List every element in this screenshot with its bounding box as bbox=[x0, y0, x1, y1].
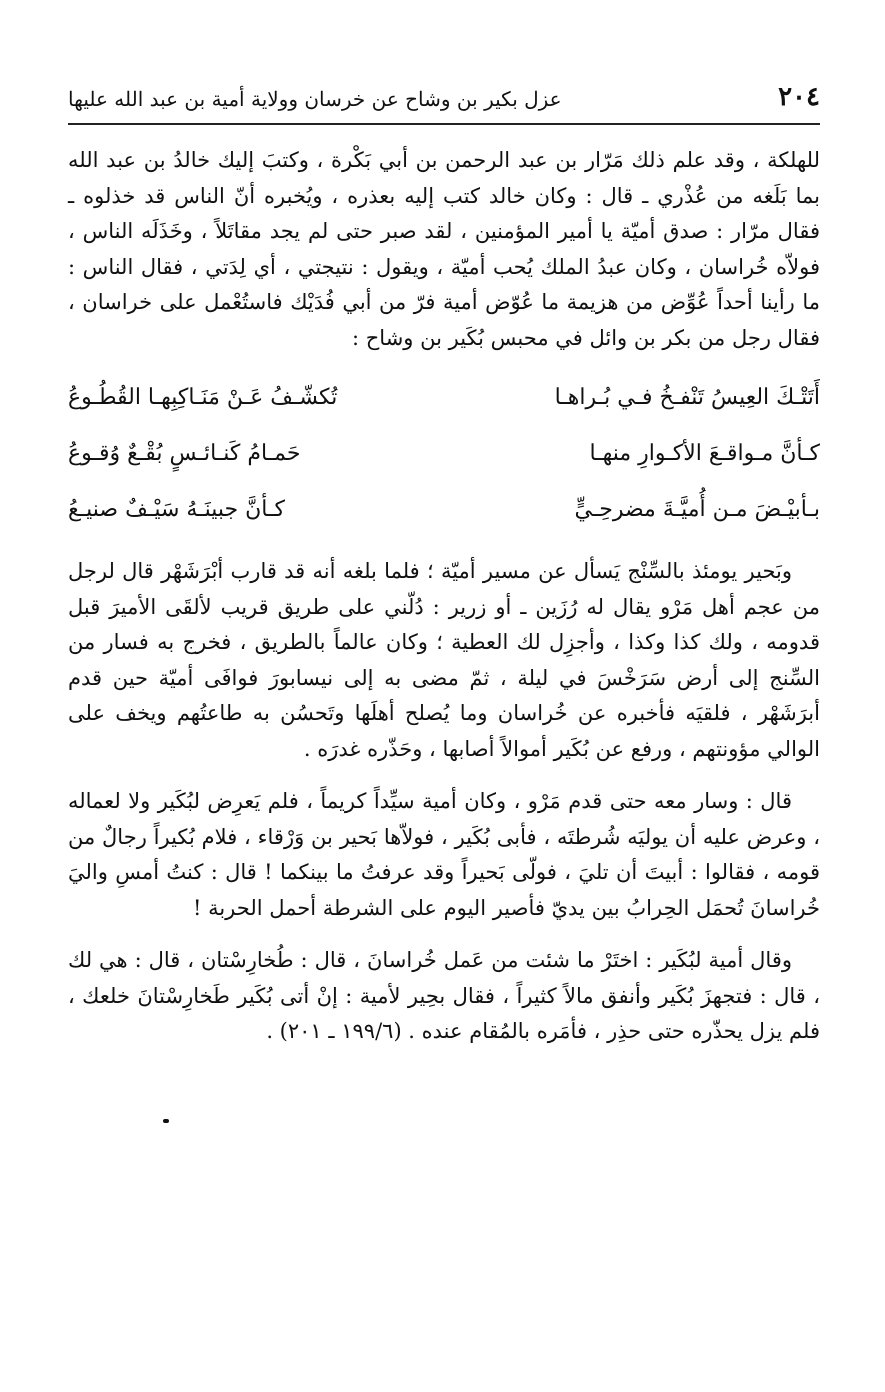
paragraph-2: وبَحير يومئذ بالسِّنْج يَسأل عن مسير أميّة ؛ فلما بلغه أنه قد قارب أبْرَشَهْر قال لرجل من عجم أهل مَرْو يقال له رُزَين ـ أو زرير : دُلّني على طريق قريب لألقَى الأميرَ قبل قدومه ، ولك كذا وكذا ، وأجزِل لك العطية ؛ وكان عالماً بالطريق ، فخرج به فسار من السِّنج إلى أرض سَرَخْسَ في ليلة ، ثمّ مضى به إلى نيسابورَ فوافَى أميّة حين قدم أبرَشَهْر ، فلقيَه فأخبره عن خُراسان وما يُصلح أهلَها وتَحسُن به طاعتُهم ويخف على الوالي مؤونتهم ، ورفع عن بُكَير أموالاً أصابها ، وحَذّره غدرَه . bbox=[68, 559, 820, 761]
header-rule bbox=[68, 123, 820, 125]
page-header bbox=[68, 78, 820, 118]
verse-2 bbox=[68, 426, 820, 482]
verse-1-second-hemistich: تُكشّـفُ عَـنْ مَنَـاكِبِهـا القُطُـوعُ bbox=[68, 385, 338, 410]
verse-1-first-hemistich: أَتَتْـكَ العِيسُ تَنْفـخُ فـي بُـراهـا bbox=[554, 385, 820, 410]
page-body bbox=[68, 143, 820, 1050]
stray-print-mark bbox=[163, 1119, 169, 1123]
verse-3 bbox=[68, 482, 820, 538]
paragraph-4: وقال أمية لبُكَير : اختَرْ ما شئت من عَمل خُراسانَ ، قال : طُخارِسْتان ، قال : هي لك ، قال : فتجهزَ بُكَير وأنفق مالاً كثيراً ، فقال بحِير لأمية : إنْ أتى بُكَير طَخارِسْتانَ خلعك ، فلم يزل يحذّره حتى حذِر ، فأمَره بالمُقام عنده . (١٩٩/٦ ـ ٢٠١) . bbox=[68, 948, 820, 1043]
page-number: ٢٠٤ bbox=[778, 82, 820, 112]
verse-3-first-hemistich: بـأبيْـضَ مـن أُميَّـةَ مضرحِـيٍّ bbox=[574, 497, 820, 522]
paragraph-3: قال : وسار معه حتى قدم مَرْو ، وكان أمية سيِّداً كريماً ، فلم يَعرِض لبُكَير ولا لعماله ، وعرض عليه أن يوليَه شُرطتَه ، فأبى بُكَير ، فولاّها بَحير بن وَرْقاء ، فلام بُكيراً رجالٌ من قومه ، فقالوا : أبيتَ أن تليَ ، فولّى بَحيراً وقد عرفتُ ما بينكما ! قال : كنتُ أمسِ واليَ خُراسانَ تُحمَل الحِرابُ بين يديّ فأصير اليوم على الشرطة أحمل الحربة ! bbox=[68, 789, 820, 920]
running-title: عزل بكير بن وشاح عن خرسان وولاية أمية بن عبد الله عليها bbox=[68, 87, 562, 111]
verse-2-second-hemistich: حَمـامُ كَنـائـسٍ بُقْـعٌ وُقـوعُ bbox=[68, 441, 301, 466]
verse-2-first-hemistich: كـأنَّ مـواقـعَ الأكـوارِ منهـا bbox=[589, 441, 820, 466]
verse-1 bbox=[68, 370, 820, 426]
verse-3-second-hemistich: كـأنَّ جبينَـهُ سَيْـفٌ صنيـعُ bbox=[68, 497, 285, 522]
poem bbox=[68, 370, 820, 538]
paragraph-1: للهلكة ، وقد علم ذلك مَرّار بن عبد الرحمن بن أبي بَكْرة ، وكتبَ إليك خالدُ بن عبد الله بما بَلَغه من عُذْري ـ قال : وكان خالد كتب إليه بعذره ، ويُخبره أنّ الناس قد خذلوه ـ فقال مرّار : صدق أميّة يا أمير المؤمنين ، لقد صبر حتى لم يجد مقاتَلاً ، وخَذَلَه الناس ، فولاّه خُراسان ، وكان عبدُ الملك يُحب أميّة ، ويقول : نتيجتي ، أي لِدَتي ، فقال الناس : ما رأينا أحداً عُوِّض من هزيمة ما عُوّض أمية فرّ من أبي فُدَيْك فاستُعْمل على خراسان ، فقال رجل من بكر بن وائل في محبس بُكَير بن وشاح : bbox=[68, 148, 820, 350]
